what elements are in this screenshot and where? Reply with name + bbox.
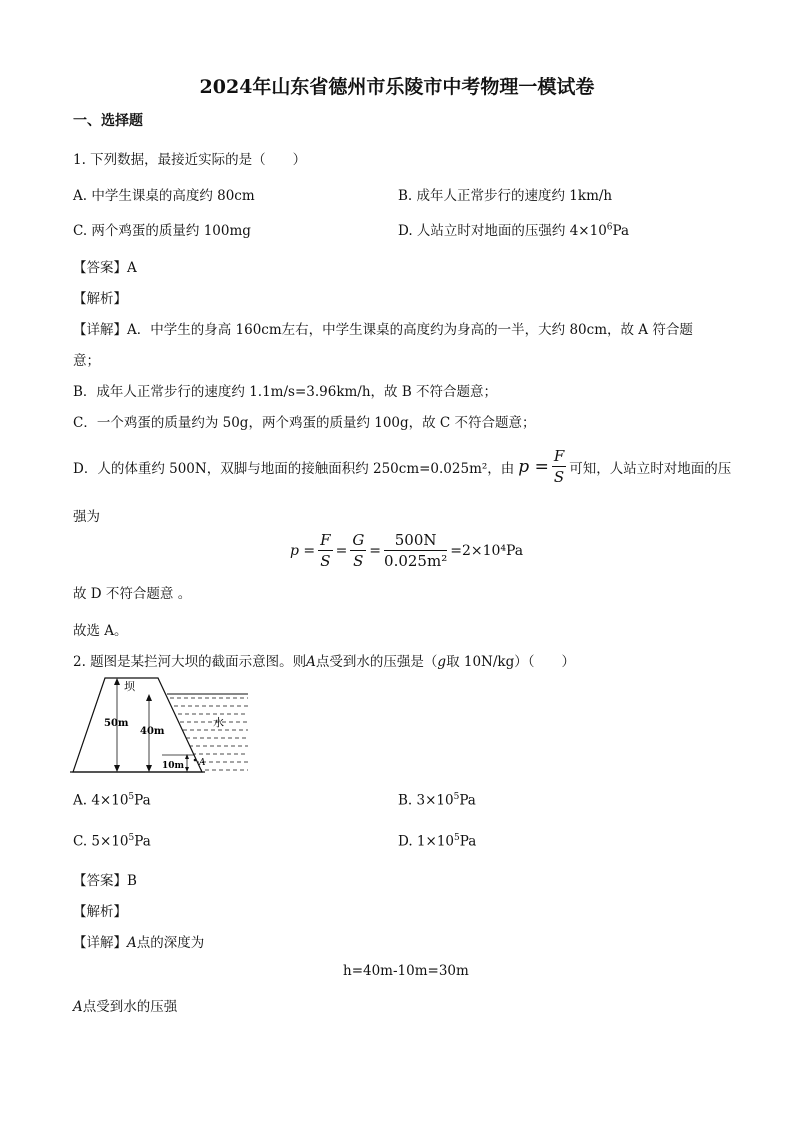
q1-detail-line1b: 意； bbox=[73, 353, 100, 369]
dam-body bbox=[73, 678, 202, 772]
q1-detail-line3: C．一个鸡蛋的质量约为 50g，两个鸡蛋的质量约 100g，故 C 不符合题意； bbox=[73, 415, 536, 431]
q2-option-a: A. $4\times 10^5Pa$ bbox=[73, 792, 151, 809]
dam-cross-section-diagram bbox=[70, 676, 250, 776]
q2-depth-formula: h=40m-10m=30m bbox=[343, 963, 469, 979]
q1-choice: 故选 A。 bbox=[73, 623, 128, 639]
q1-detail-line4: D．人的体重约 500N，双脚与地面的接触面积约 250cm=0.025m²，由 p = $\frac{F}{S}$ 可知，人站立时对地面的压 bbox=[73, 447, 732, 486]
q1-option-a: A. 中学生课桌的高度约 80cm bbox=[73, 188, 255, 204]
q1-analysis-label: 【解析】 bbox=[73, 291, 127, 307]
q2-detail-line2: A点受到水的压强 bbox=[73, 999, 178, 1015]
page-title: 2024年山东省德州市乐陵市中考物理一模试卷 bbox=[199, 76, 595, 98]
q2-analysis-label: 【解析】 bbox=[73, 904, 127, 920]
q1-detail-line4c: 强为 bbox=[73, 509, 100, 525]
label-point-a: A bbox=[199, 758, 206, 768]
q1-stem: 1. 下列数据，最接近实际的是（ ） bbox=[73, 152, 307, 168]
q2-detail-line1: 【详解】A点的深度为 bbox=[73, 935, 205, 951]
label-50m: 50m bbox=[104, 718, 129, 729]
q2-stem: 2. 题图是某拦河大坝的截面示意图。则A点受到水的压强是（g取 10N/kg）（ ） bbox=[73, 654, 575, 670]
q2-option-c: C. $5\times 10^5Pa$ bbox=[73, 833, 151, 850]
section-heading: 一、选择题 bbox=[73, 113, 143, 129]
q1-detail-line2: B．成年人正常步行的速度约 1.1m/s=3.96km/h，故 B 不符合题意； bbox=[73, 384, 498, 400]
q1-option-c: C. 两个鸡蛋的质量约 100mg bbox=[73, 223, 251, 239]
q1-detail-line1: 【详解】A．中学生的身高 160cm左右，中学生课桌的高度约为身高的一半，大约 80cm，故 A 符合题 bbox=[73, 322, 693, 338]
label-dam: 坝 bbox=[124, 680, 135, 693]
q2-answer: 【答案】B bbox=[73, 873, 137, 889]
label-10m: 10m bbox=[162, 761, 185, 771]
q1-conclusion: 故 D 不符合题意 。 bbox=[73, 586, 192, 602]
q2-option-d: D. $1\times 10^5Pa$ bbox=[398, 833, 477, 850]
q1-answer: 【答案】A bbox=[73, 260, 137, 276]
q1-pressure-formula: p = $\frac{F}{S}$ = $\frac{G}{S}$ = $\frac{500N}{\text{0.025m²}}$ =2×10⁴Pa bbox=[290, 531, 524, 570]
point-a-dot bbox=[194, 759, 197, 762]
label-40m: 40m bbox=[140, 726, 165, 737]
label-water: 水 bbox=[213, 716, 224, 729]
q2-option-b: B. $3\times 10^5Pa$ bbox=[398, 792, 476, 809]
q1-option-b: B. 成年人正常步行的速度约 1km/h bbox=[398, 188, 613, 204]
q1-option-d: D. 人站立时对地面的压强约 $4\times 10^6Pa$ bbox=[398, 222, 630, 239]
